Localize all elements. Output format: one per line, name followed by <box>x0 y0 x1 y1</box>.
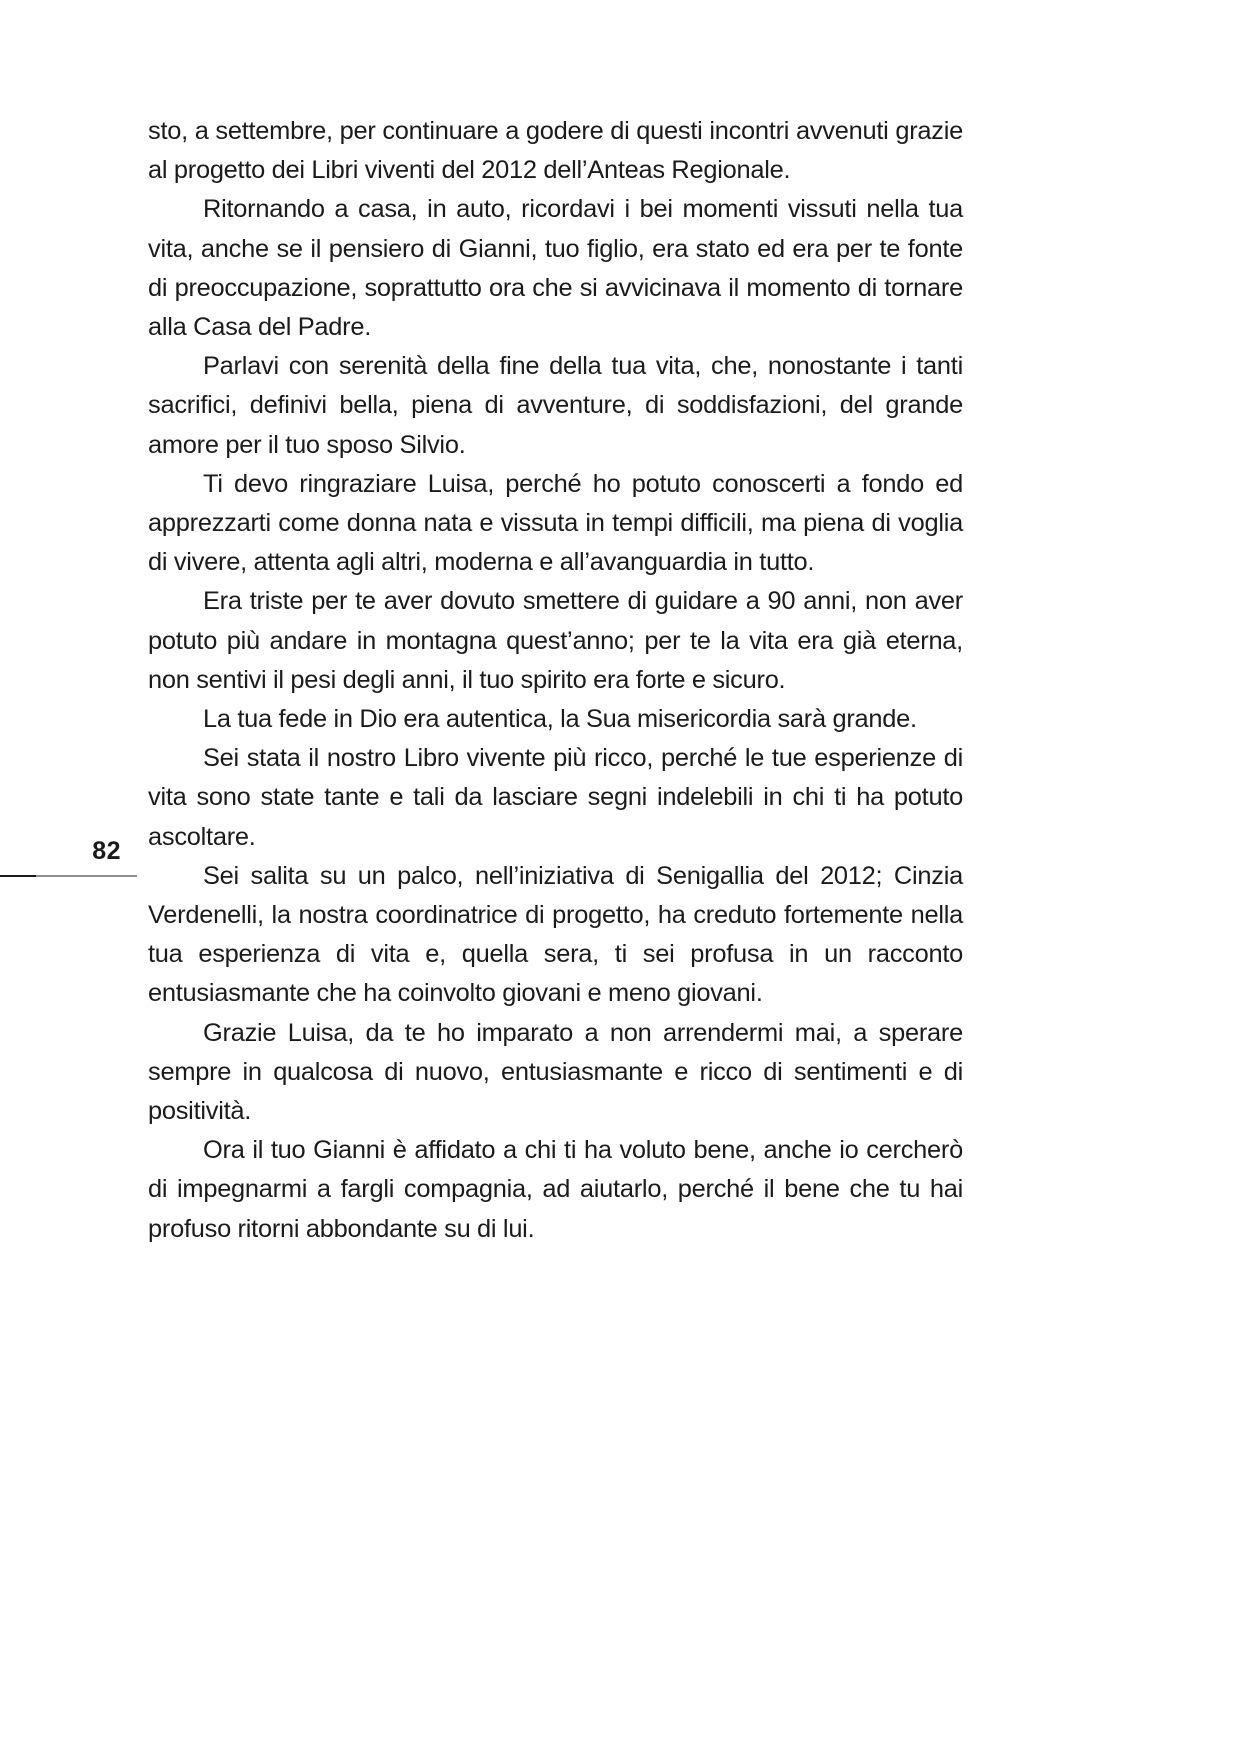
paragraph: Ti devo ringraziare Luisa, perché ho potuto conoscerti a fondo ed apprezzarti come donna nata e vissuta in tempi difficili, ma piena di voglia di vivere, attenta agli altri, moderna e all’avanguardia in tutto. <box>148 469 963 577</box>
paragraph: Era triste per te aver dovuto smettere di guidare a 90 anni, non aver potuto più andare in montagna quest’anno; per te la vita era già eterna, non sentivi il pesi degli anni, il tuo spirito era forte e sicuro. <box>148 587 963 694</box>
body-text-column <box>148 112 963 1249</box>
paragraph: Parlavi con serenità della fine della tua vita, che, nonostante i tanti sacrifici, definivi bella, piena di avventure, di soddisfazioni, del grande amore per il tuo sposo Silvio. <box>148 352 963 459</box>
folio-divider-rule <box>0 875 137 877</box>
paragraph: Grazie Luisa, da te ho imparato a non arrendermi mai, a sperare sempre in qualcosa di nuovo, entusiasmante e ricco di sentimenti e di positività. <box>148 1018 963 1126</box>
paragraph: Ora il tuo Gianni è affidato a chi ti ha voluto bene, anche io cercherò di impegnarmi a fargli compagnia, ad aiutarlo, perché il bene che tu hai profuso ritorni abbondante su di lui. <box>148 1136 963 1243</box>
paragraph: Sei stata il nostro Libro vivente più ricco, perché le tue esperienze di vita sono state tante e tali da lasciare segni indelebili in chi ti ha potuto ascoltare. <box>148 744 963 851</box>
folio-block <box>0 836 137 882</box>
paragraph: sto, a settembre, per continuare a godere di questi incontri avvenuti grazie al progetto dei Libri viventi del 2012 dell’Anteas Regionale. <box>148 117 963 185</box>
paragraph: Sei salita su un palco, nell’iniziativa di Senigallia del 2012; Cinzia Verdenelli, la nostra coordinatrice di progetto, ha creduto fortemente nella tua esperienza di vita e, quella sera, ti sei profusa in un racconto entusiasmante che ha coinvolto giovani e meno giovani. <box>148 861 963 1008</box>
paragraph: Ritornando a casa, in auto, ricordavi i bei momenti vissuti nella tua vita, anche se il pensiero di Gianni, tuo figlio, era stato ed era per te fonte di preoccupazione, soprattutto ora che si avvicinava il momento di tornare alla Casa del Padre. <box>148 195 963 342</box>
page-number: 82 <box>92 837 121 865</box>
paragraph: La tua fede in Dio era autentica, la Sua misericordia sarà grande. <box>203 705 917 734</box>
